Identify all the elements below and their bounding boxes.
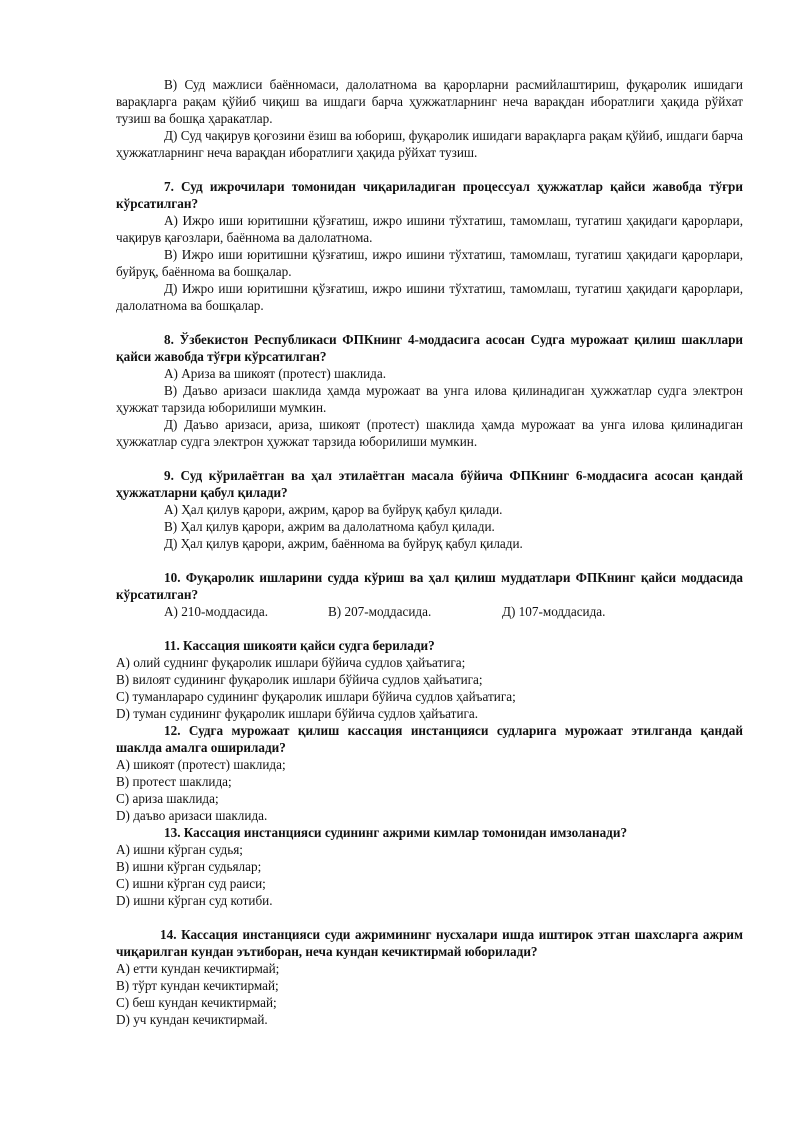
q14-option-a: А) етти кундан кечиктирмай; <box>116 961 280 976</box>
q9-option-a: А) Ҳал қилув қарори, ажрим, қарор ва буйруқ қабул қилади. <box>164 502 503 517</box>
q9-question: 9. Суд кўрилаётган ва ҳал этилаётган масала бўйича ФПКнинг 6-моддасига асосан қандай ҳужжатларни қабул қилади? <box>116 468 743 500</box>
q11-option-b: В) вилоят судининг фуқаролик ишлари бўйича судлов ҳайъатига; <box>116 672 483 687</box>
q9-option-d: Д) Ҳал қилув қарори, ажрим, баённома ва буйруқ қабул қилади. <box>164 536 523 551</box>
q14-question: 14. Кассация инстанцияси суди ажримининг нусхалари ишда иштирок этган шахсларга ажрим чиқарилган кундан эътиборан, неча кундан кечиктирмай юборилади? <box>116 927 743 959</box>
q13-option-a: А) ишни кўрган судья; <box>116 842 243 857</box>
q7-option-a: А) Ижро иши юритишни қўзғатиш, ижро ишини тўхтатиш, тамомлаш, тугатиш ҳақидаги қарорлари, чақирув қағозлари, баённома ва далолатнома. <box>116 213 743 245</box>
q14-option-d: D) уч кундан кечиктирмай. <box>116 1012 268 1027</box>
q14-option-b: В) тўрт кундан кечиктирмай; <box>116 978 279 993</box>
q9-option-v: В) Ҳал қилув қарори, ажрим ва далолатнома қабул қилади. <box>164 519 495 534</box>
q11-option-a: А) олий суднинг фуқаролик ишлари бўйича судлов ҳайъатига; <box>116 655 466 670</box>
q6-option-v: В) Суд мажлиси баённомаси, далолатнома ва қарорларни расмийлаштириш, фуқаролик ишидаги варақларга рақам қўйиб чиқиш ва ишдаги барча ҳужжатларнинг неча варақдан иборатлиги ҳақида рўйхат тузиш ва бошқа ҳаракатлар. <box>116 77 743 126</box>
q11-option-c: С) туманлараро судининг фуқаролик ишлари бўйича судлов ҳайъатига; <box>116 689 516 704</box>
q8-option-d: Д) Даъво аризаси, ариза, шикоят (протест) шаклида ҳамда мурожаат ва унга илова қилинадиган ҳужжатлар судга электрон ҳужжат тарзида юборилиши мумкин. <box>116 417 743 449</box>
q7-option-v: В) Ижро иши юритишни қўзғатиш, ижро ишини тўхтатиш, тамомлаш, тугатиш ҳақидаги қарорлари, буйруқ, баённома ва бошқалар. <box>116 247 743 279</box>
q13-option-d: D) ишни кўрган суд котиби. <box>116 893 273 908</box>
q10-question: 10. Фуқаролик ишларини судда кўриш ва ҳал қилиш муддатлари ФПКнинг қайси моддасида кўрсатилган? <box>116 570 743 602</box>
q13-option-c: С) ишни кўрган суд раиси; <box>116 876 266 891</box>
q10-option-d: Д) 107-моддасида. <box>502 604 606 619</box>
q12-option-a: А) шикоят (протест) шаклида; <box>116 757 286 772</box>
q10-option-v: В) 207-моддасида. <box>328 604 432 619</box>
q8-option-a: А) Ариза ва шикоят (протест) шаклида. <box>164 366 386 381</box>
q13-question: 13. Кассация инстанцияси судининг ажрими кимлар томонидан имзоланади? <box>164 825 628 840</box>
q7-option-d: Д) Ижро иши юритишни қўзғатиш, ижро ишини тўхтатиш, тамомлаш, тугатиш ҳақидаги қарорлари, далолатнома ва бошқалар. <box>116 281 743 313</box>
q8-question: 8. Ўзбекистон Республикаси ФПКнинг 4-моддасига асосан Судга мурожаат қилиш шакллари қайси жавобда тўғри кўрсатилган? <box>116 332 743 364</box>
q11-option-d: D) туман судининг фуқаролик ишлари бўйича судлов ҳайъатига. <box>116 706 479 721</box>
q12-option-c: С) ариза шаклида; <box>116 791 219 806</box>
document-page <box>116 76 743 1028</box>
q12-option-b: В) протест шаклида; <box>116 774 232 789</box>
q7-question: 7. Суд ижрочилари томонидан чиқариладиган процессуал ҳужжатлар қайси жавобда тўғри кўрсатилган? <box>116 179 743 211</box>
q11-question: 11. Кассация шикояти қайси судга берилади? <box>164 638 435 653</box>
q12-option-d: D) даъво аризаси шаклида. <box>116 808 268 823</box>
q10-option-a: А) 210-моддасида. <box>164 604 268 619</box>
q12-question: 12. Судга мурожаат қилиш кассация инстанцияси судларига мурожаат этилганда қандай шаклда амалга оширилади? <box>116 723 743 755</box>
q14-option-c: С) беш кундан кечиктирмай; <box>116 995 277 1010</box>
q8-option-v: В) Даъво аризаси шаклида ҳамда мурожаат ва унга илова қилинадиган ҳужжатлар судга электрон ҳужжат тарзида юборилиши мумкин. <box>116 383 743 415</box>
q10-options-row <box>116 603 743 620</box>
q6-option-d: Д) Суд чақирув қоғозини ёзиш ва юбориш, фуқаролик ишидаги варақларга рақам қўйиб, ишдаги барча ҳужжатларнинг неча варақдан иборатлиги ҳақида рўйхат тузиш. <box>116 128 743 160</box>
q13-option-b: В) ишни кўрган судьялар; <box>116 859 262 874</box>
